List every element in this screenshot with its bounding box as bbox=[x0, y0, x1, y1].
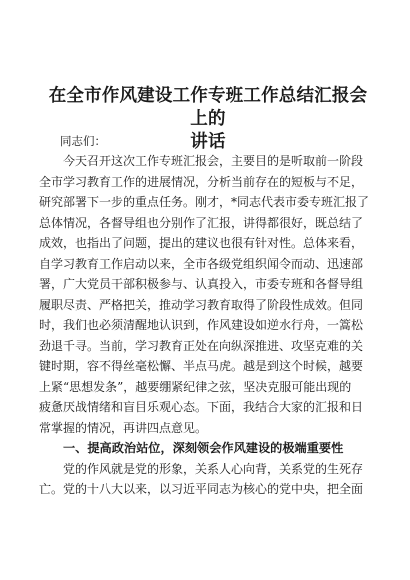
text-line: 履职尽责、严格把关，推动学习教育取得了阶段性成效。但同 bbox=[39, 297, 364, 312]
text-line: 疲惫厌战情绪和盲目乐观心态。下面，我结合大家的汇报和日 bbox=[39, 400, 364, 414]
text-line: 键时期，容不得丝毫松懈、半点马虎。越是到这个时候，越要 bbox=[39, 359, 364, 373]
text-line: 自学习教育工作启动以来，全市各级党组织闻令而动、迅速部 bbox=[39, 256, 364, 271]
text-line: 成效，也指出了问题，提出的建议也很有针对性。总体来看， bbox=[39, 236, 364, 250]
text-line: 总体情况，各督导组也分别作了汇报，讲得都很好，既总结了 bbox=[39, 215, 364, 230]
body-text bbox=[39, 151, 379, 500]
text-line: 时，我们也必须清醒地认识到，作风建设如逆水行舟，一篙松 bbox=[39, 318, 364, 332]
text-line: 署，广大党员干部积极参与、认真投入，市委专班和各督导组 bbox=[39, 277, 364, 291]
text-line: 上紧“思想发条”，越要绷紧纪律之弦，坚决克服可能出现的 bbox=[39, 379, 352, 394]
text-line: 党的作风就是党的形象，关系人心向背，关系党的生死存 bbox=[63, 461, 364, 476]
text-line: 亡。党的十八大以来，以习近平同志为核心的党中央，把全面 bbox=[39, 482, 364, 496]
salutation: 同志们： bbox=[60, 134, 106, 148]
title-line-2: 讲话 bbox=[190, 132, 226, 152]
text-line: 全市学习教育工作的进展情况，分析当前存在的短板与不足， bbox=[39, 174, 364, 189]
text-line: 研究部署下一步的重点任务。刚才，*同志代表市委专班汇报了 bbox=[39, 195, 370, 209]
text-line: 劲退千寻。当前，学习教育正处在向纵深推进、攻坚克难的关 bbox=[39, 338, 364, 353]
text-line: 今天召开这次工作专班汇报会，主要目的是听取前一阶段 bbox=[63, 154, 364, 168]
text-line: 常掌握的情况，再讲四点意见。 bbox=[39, 420, 208, 435]
title-line-1: 在全市作风建设工作专班工作总结汇报会上的 bbox=[48, 86, 368, 129]
section-heading: 一、提高政治站位，深刻领会作风建设的极端重要性 bbox=[63, 441, 344, 455]
